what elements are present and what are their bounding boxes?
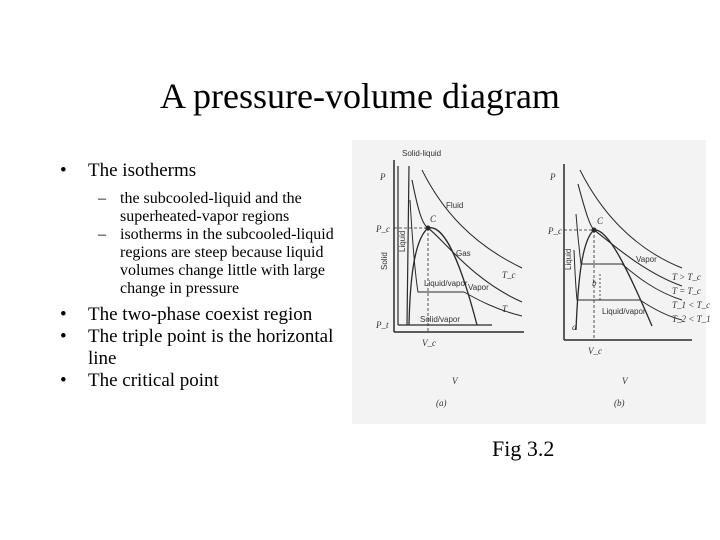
bullet-dot: • (60, 304, 67, 325)
label-gas: Gas (456, 249, 471, 258)
bullet-dot: • (60, 370, 67, 391)
label-panel-a: (a) (436, 398, 447, 408)
bullet-item (60, 326, 360, 370)
label-fluid: Fluid (446, 201, 464, 210)
label-liquid: Liquid (398, 230, 407, 252)
label-solid: Solid (380, 252, 389, 270)
label-axis-p: P (380, 172, 386, 182)
label-vapor-b: Vapor (636, 255, 657, 264)
label-liquid-b: Liquid (564, 248, 573, 270)
bullet-text: The triple point is the horizontal line (88, 326, 334, 369)
label-t: T (502, 304, 508, 314)
label-axis-v-b: V (622, 376, 628, 386)
label-t-eq-tc: T = T_c (672, 286, 701, 296)
label-t2: T_2 < T_1 (672, 314, 711, 324)
label-solid-vapor: Solid/vapor (420, 315, 461, 324)
bullet-text: The critical point (88, 370, 219, 391)
bullet-text: The two-phase coexist region (88, 304, 313, 325)
label-point-b: b (592, 278, 597, 288)
bullet-item (60, 304, 360, 326)
label-vc: V_c (422, 338, 436, 348)
sub-bullet-item (60, 226, 360, 298)
sub-bullet-item (60, 190, 360, 226)
label-critical-c: C (430, 214, 437, 224)
label-vapor: Vapor (468, 283, 489, 292)
label-liquid-vapor-b: Liquid/vapor (602, 307, 646, 316)
bullet-text: The isotherms (88, 160, 197, 181)
bullet-dot: • (60, 160, 67, 181)
label-panel-b: (b) (614, 398, 625, 408)
label-t-gt-tc: T > T_c (672, 272, 701, 282)
bullet-item (60, 160, 360, 182)
pv-diagram-figure (352, 140, 711, 424)
sub-bullet-text: the subcooled-liquid and the superheated-vapor regions (120, 190, 302, 225)
label-axis-v: V (452, 376, 458, 386)
bullet-list (60, 160, 360, 392)
label-vc-b: V_c (588, 346, 602, 356)
label-critical-c-b: C (597, 216, 604, 226)
pv-diagram-svg (352, 140, 711, 424)
label-point-a: a (572, 322, 577, 332)
bullet-dot: • (60, 326, 67, 347)
label-axis-p-b: P (550, 172, 556, 182)
sub-bullet-text: isotherms in the subcooled-liquid regions are steep because liquid volumes change little with large change in pressure (120, 226, 334, 297)
sub-bullet-dash: – (98, 190, 106, 207)
label-pt: P_t (376, 320, 389, 330)
label-pc-b: P_c (548, 226, 562, 236)
label-t1: T_1 < T_c (672, 300, 711, 310)
sub-bullet-dash: – (98, 226, 106, 243)
label-pc: P_c (376, 224, 390, 234)
figure-caption: Fig 3.2 (492, 436, 555, 461)
label-solid-liquid: Solid-liquid (402, 149, 442, 158)
label-liquid-vapor: Liquid/vapor (424, 279, 468, 288)
label-tc: T_c (502, 270, 516, 280)
slide-title: A pressure-volume diagram (160, 76, 560, 116)
bullet-item (60, 370, 360, 392)
